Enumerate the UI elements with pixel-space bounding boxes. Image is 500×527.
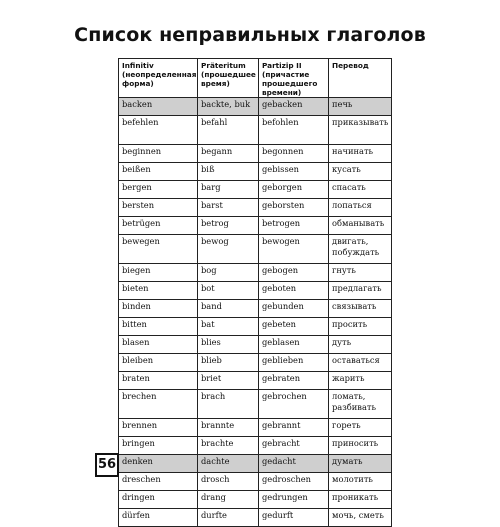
cell-translation: ломать, разбивать [329, 390, 392, 419]
cell-infinitiv: beginnen [119, 145, 198, 163]
cell-translation: гнуть [329, 264, 392, 282]
cell-translation: думать [329, 455, 392, 473]
table-row [119, 509, 392, 527]
cell-praeteritum: dachte [198, 455, 259, 473]
cell-partizip: gebogen [259, 264, 329, 282]
cell-praeteritum: backte, buk [198, 98, 259, 116]
table-row [119, 318, 392, 336]
cell-infinitiv: blasen [119, 336, 198, 354]
cell-praeteritum: brannte [198, 419, 259, 437]
table-header-row [119, 59, 392, 98]
cell-partizip: geblieben [259, 354, 329, 372]
cell-translation: жарить [329, 372, 392, 390]
irregular-verbs-table [118, 58, 392, 527]
column-header-praeteritum: Präteritum (прошедшее время) [198, 59, 259, 98]
cell-partizip: gedurft [259, 509, 329, 527]
cell-praeteritum: bat [198, 318, 259, 336]
cell-infinitiv: dringen [119, 491, 198, 509]
cell-partizip: gebrannt [259, 419, 329, 437]
table-row [119, 282, 392, 300]
cell-praeteritum: band [198, 300, 259, 318]
table-row [119, 116, 392, 145]
cell-infinitiv: brechen [119, 390, 198, 419]
cell-infinitiv: backen [119, 98, 198, 116]
table-row [119, 372, 392, 390]
cell-partizip: gebacken [259, 98, 329, 116]
cell-partizip: geborsten [259, 199, 329, 217]
cell-partizip: gebunden [259, 300, 329, 318]
cell-translation: обманывать [329, 217, 392, 235]
table-row [119, 264, 392, 282]
cell-praeteritum: blies [198, 336, 259, 354]
cell-infinitiv: befehlen [119, 116, 198, 145]
cell-translation: молотить [329, 473, 392, 491]
cell-praeteritum: bewog [198, 235, 259, 264]
cell-translation: гореть [329, 419, 392, 437]
cell-infinitiv: bersten [119, 199, 198, 217]
cell-translation: предлагать [329, 282, 392, 300]
table-row [119, 199, 392, 217]
cell-translation: печь [329, 98, 392, 116]
table-row [119, 181, 392, 199]
cell-partizip: geblasen [259, 336, 329, 354]
cell-praeteritum: blieb [198, 354, 259, 372]
table-row [119, 163, 392, 181]
cell-infinitiv: bewegen [119, 235, 198, 264]
cell-partizip: gedrungen [259, 491, 329, 509]
cell-translation: начинать [329, 145, 392, 163]
cell-praeteritum: brachte [198, 437, 259, 455]
cell-praeteritum: barg [198, 181, 259, 199]
cell-praeteritum: durfte [198, 509, 259, 527]
cell-infinitiv: biegen [119, 264, 198, 282]
cell-infinitiv: bieten [119, 282, 198, 300]
table-row [119, 419, 392, 437]
cell-infinitiv: bleiben [119, 354, 198, 372]
table-row [119, 145, 392, 163]
table-row [119, 455, 392, 473]
cell-infinitiv: beißen [119, 163, 198, 181]
column-header-translation: Перевод [329, 59, 392, 98]
page-number: 56 [95, 453, 119, 477]
cell-partizip: betrogen [259, 217, 329, 235]
cell-translation: кусать [329, 163, 392, 181]
cell-partizip: geboten [259, 282, 329, 300]
cell-translation: приносить [329, 437, 392, 455]
cell-infinitiv: dreschen [119, 473, 198, 491]
cell-praeteritum: barst [198, 199, 259, 217]
cell-partizip: gebracht [259, 437, 329, 455]
cell-praeteritum: betrog [198, 217, 259, 235]
cell-infinitiv: bringen [119, 437, 198, 455]
cell-praeteritum: biß [198, 163, 259, 181]
cell-infinitiv: denken [119, 455, 198, 473]
cell-partizip: begonnen [259, 145, 329, 163]
cell-translation: дуть [329, 336, 392, 354]
cell-partizip: gedacht [259, 455, 329, 473]
cell-partizip: gebraten [259, 372, 329, 390]
cell-infinitiv: bergen [119, 181, 198, 199]
cell-translation: связывать [329, 300, 392, 318]
table-row [119, 98, 392, 116]
cell-infinitiv: dürfen [119, 509, 198, 527]
table-row [119, 473, 392, 491]
table-row [119, 300, 392, 318]
table-row [119, 354, 392, 372]
cell-partizip: bewogen [259, 235, 329, 264]
cell-praeteritum: briet [198, 372, 259, 390]
cell-infinitiv: binden [119, 300, 198, 318]
cell-partizip: gedroschen [259, 473, 329, 491]
cell-praeteritum: bot [198, 282, 259, 300]
table-row [119, 437, 392, 455]
cell-partizip: befohlen [259, 116, 329, 145]
page-title: Список неправильных глаголов [74, 24, 426, 46]
cell-translation: оставаться [329, 354, 392, 372]
cell-infinitiv: bitten [119, 318, 198, 336]
cell-translation: приказывать [329, 116, 392, 145]
table-row [119, 217, 392, 235]
cell-praeteritum: begann [198, 145, 259, 163]
cell-praeteritum: drang [198, 491, 259, 509]
cell-partizip: geborgen [259, 181, 329, 199]
cell-infinitiv: betrügen [119, 217, 198, 235]
cell-translation: спасать [329, 181, 392, 199]
cell-praeteritum: drosch [198, 473, 259, 491]
cell-praeteritum: bog [198, 264, 259, 282]
cell-translation: мочь, сметь [329, 509, 392, 527]
table-row [119, 390, 392, 419]
cell-translation: проникать [329, 491, 392, 509]
cell-infinitiv: braten [119, 372, 198, 390]
cell-praeteritum: brach [198, 390, 259, 419]
table-row [119, 336, 392, 354]
cell-partizip: gebissen [259, 163, 329, 181]
cell-partizip: gebrochen [259, 390, 329, 419]
cell-translation: лопаться [329, 199, 392, 217]
cell-praeteritum: befahl [198, 116, 259, 145]
cell-translation: просить [329, 318, 392, 336]
table-row [119, 235, 392, 264]
column-header-partizip: Partizip II (причастие прошедшего времени) [259, 59, 329, 98]
column-header-infinitiv: Infinitiv (неопределенная форма) [119, 59, 198, 98]
cell-infinitiv: brennen [119, 419, 198, 437]
cell-partizip: gebeten [259, 318, 329, 336]
cell-translation: двигать, побуждать [329, 235, 392, 264]
